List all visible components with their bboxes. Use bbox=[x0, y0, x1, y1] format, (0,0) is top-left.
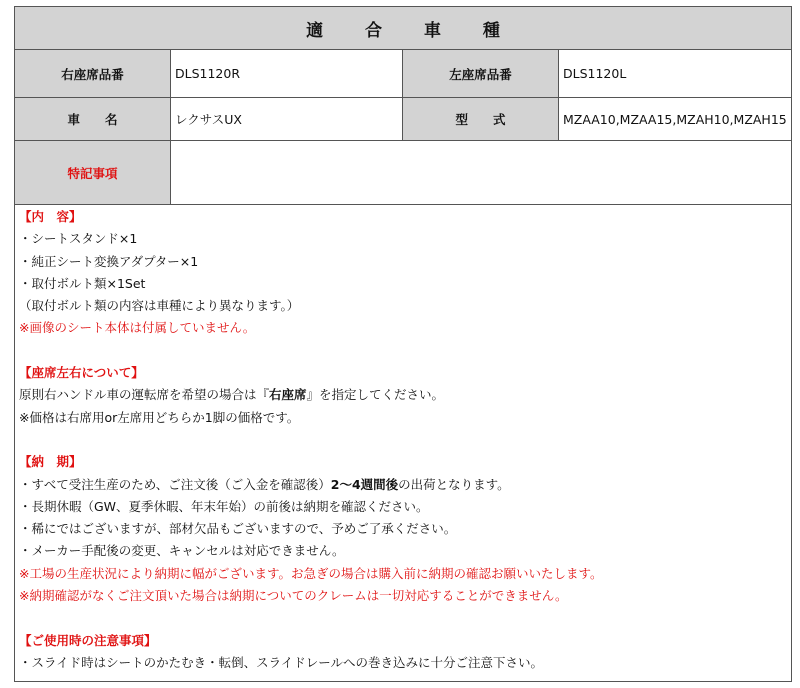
caution-header: 【ご使用時の注意事項】 bbox=[19, 632, 157, 648]
notes-value bbox=[171, 141, 791, 204]
delivery-line: ・すべて受注生産のため、ご注文後（ご入金を確認後）2〜4週間後の出荷となります。 bbox=[19, 476, 510, 492]
delivery-line: ・長期休暇（GW、夏季休暇、年末年始）の前後は納期を確認ください。 bbox=[19, 498, 429, 514]
seat-side-line: 原則右ハンドル車の運転席を希望の場合は『右座席』を指定してください。 bbox=[19, 387, 445, 403]
contents-item: ・純正シート変換アダプター×1 bbox=[19, 253, 199, 269]
seat-side-emphasis: 右座席 bbox=[269, 387, 307, 403]
left-seat-label: 左座席品番 bbox=[403, 50, 559, 97]
notes-label: 特記事項 bbox=[15, 141, 171, 204]
delivery-line: ・メーカー手配後の変更、キャンセルは対応できません。 bbox=[19, 543, 345, 559]
car-name-value: レクサスUX bbox=[171, 98, 403, 140]
left-seat-value: DLS1120L bbox=[563, 66, 627, 81]
contents-header: 【内 容】 bbox=[19, 209, 82, 224]
delivery-header: 【納 期】 bbox=[19, 454, 82, 470]
delivery-note: ※納期確認がなくご注文頂いた場合は納期についてのクレームは一切対応することができません。 bbox=[19, 588, 568, 604]
contents-item: （取付ボルト類の内容は車種により異なります。） bbox=[19, 298, 300, 314]
seat-number-row bbox=[15, 50, 791, 98]
right-seat-label: 右座席品番 bbox=[15, 50, 171, 97]
sheet-title: 適 合 車 種 bbox=[15, 7, 791, 50]
delivery-line: ・稀にではございますが、部材欠品もございますので、予めご了承ください。 bbox=[19, 521, 457, 537]
contents-item: ・シートスタンド×1 bbox=[19, 231, 138, 247]
delivery-period: 2〜4週間後 bbox=[330, 476, 399, 492]
notes-row bbox=[15, 141, 791, 205]
contents-note: ※画像のシート本体は付属していません。 bbox=[19, 320, 256, 336]
description-body bbox=[15, 205, 791, 674]
caution-line: ・スライド時はシートのかたむき・転倒、スライドレールへの巻き込みに十分ご注意下さい。 bbox=[19, 654, 544, 670]
delivery-note: ※工場の生産状況により納期に幅がございます。お急ぎの場合は購入前に納期の確認お願いいたします。 bbox=[19, 565, 603, 581]
car-model-row bbox=[15, 98, 791, 141]
model-code-value: MZAA10,MZAA15,MZAH10,MZAH15 bbox=[563, 111, 787, 127]
model-code-label: 型 式 bbox=[403, 98, 559, 140]
seat-side-header: 【座席左右について】 bbox=[19, 365, 144, 381]
right-seat-value: DLS1120R bbox=[171, 50, 403, 97]
compatibility-sheet bbox=[14, 6, 792, 682]
seat-side-price-note: ※価格は右席用or左席用どちらか1脚の価格です。 bbox=[19, 409, 300, 425]
car-name-label: 車 名 bbox=[15, 98, 171, 140]
contents-item: ・取付ボルト類×1Set bbox=[19, 275, 146, 291]
